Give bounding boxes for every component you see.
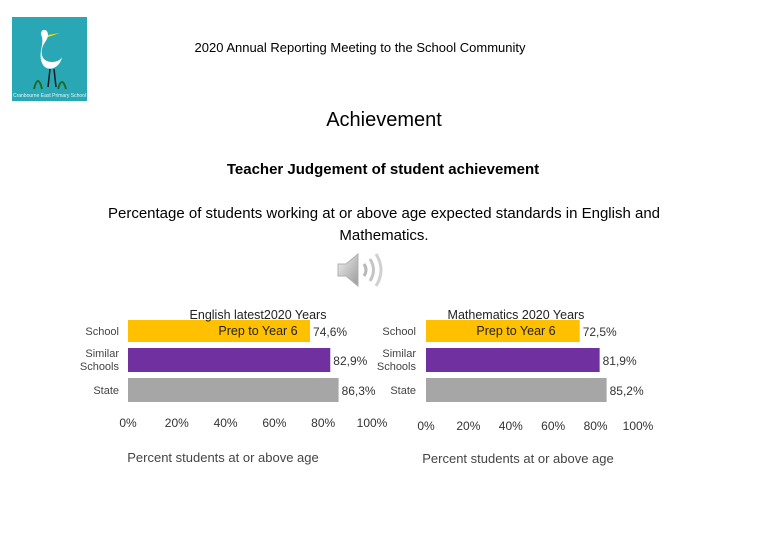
x-axis-label: Percent students at or above age [422,451,614,466]
x-tick-label: 40% [213,416,238,430]
mathematics-chart [366,300,666,480]
achievement-heading: Achievement [326,109,442,131]
x-tick-label: 0% [119,416,137,430]
category-label: Schools [376,361,416,373]
value-label: 82,9% [333,354,368,368]
category-label: State [93,385,119,397]
value-label: 72,5% [582,325,617,339]
x-tick-label: 60% [262,416,287,430]
bar-2 [426,378,607,402]
bar-1 [426,348,600,372]
value-label: 81,9% [602,354,637,368]
meeting-title: 2020 Annual Reporting Meeting to the School Community [194,40,526,55]
value-label: 85,2% [609,384,644,398]
value-label: 86,3% [341,384,376,398]
x-axis-label: Percent students at or above age [127,450,319,465]
category-label: State [390,385,416,397]
category-label: School [85,326,119,338]
description-text: Percentage of students working at or above age expected standards in English and Mathematics. [107,205,661,244]
x-tick-label: 80% [311,416,336,430]
bar-2 [128,378,339,402]
chart-title: Prep to Year 6 [218,324,298,338]
x-tick-label: 0% [417,419,435,433]
bar-1 [128,348,330,372]
teacher-judgement-heading: Teacher Judgement of student achievement [226,161,540,178]
x-tick-label: 20% [164,416,189,430]
category-label: Schools [79,361,119,373]
x-tick-label: 40% [498,419,523,433]
category-label: Similar [85,348,119,360]
chart-title: Mathematics 2020 Years [447,308,585,322]
egret-logo-icon [12,17,87,101]
chart-title: Prep to Year 6 [476,324,556,338]
category-label: School [382,326,416,338]
school-logo [12,17,87,101]
english-chart [70,300,388,480]
x-tick-label: 100% [622,419,654,433]
category-label: Similar [382,348,416,360]
speaker-icon[interactable] [330,248,390,292]
x-tick-label: 80% [583,419,608,433]
x-tick-label: 100% [356,416,388,430]
chart-title: English latest2020 Years [189,308,327,322]
logo-caption: Cranbourne East Primary School [12,93,87,99]
x-tick-label: 20% [456,419,481,433]
x-tick-label: 60% [541,419,566,433]
value-label: 74,6% [313,325,348,339]
